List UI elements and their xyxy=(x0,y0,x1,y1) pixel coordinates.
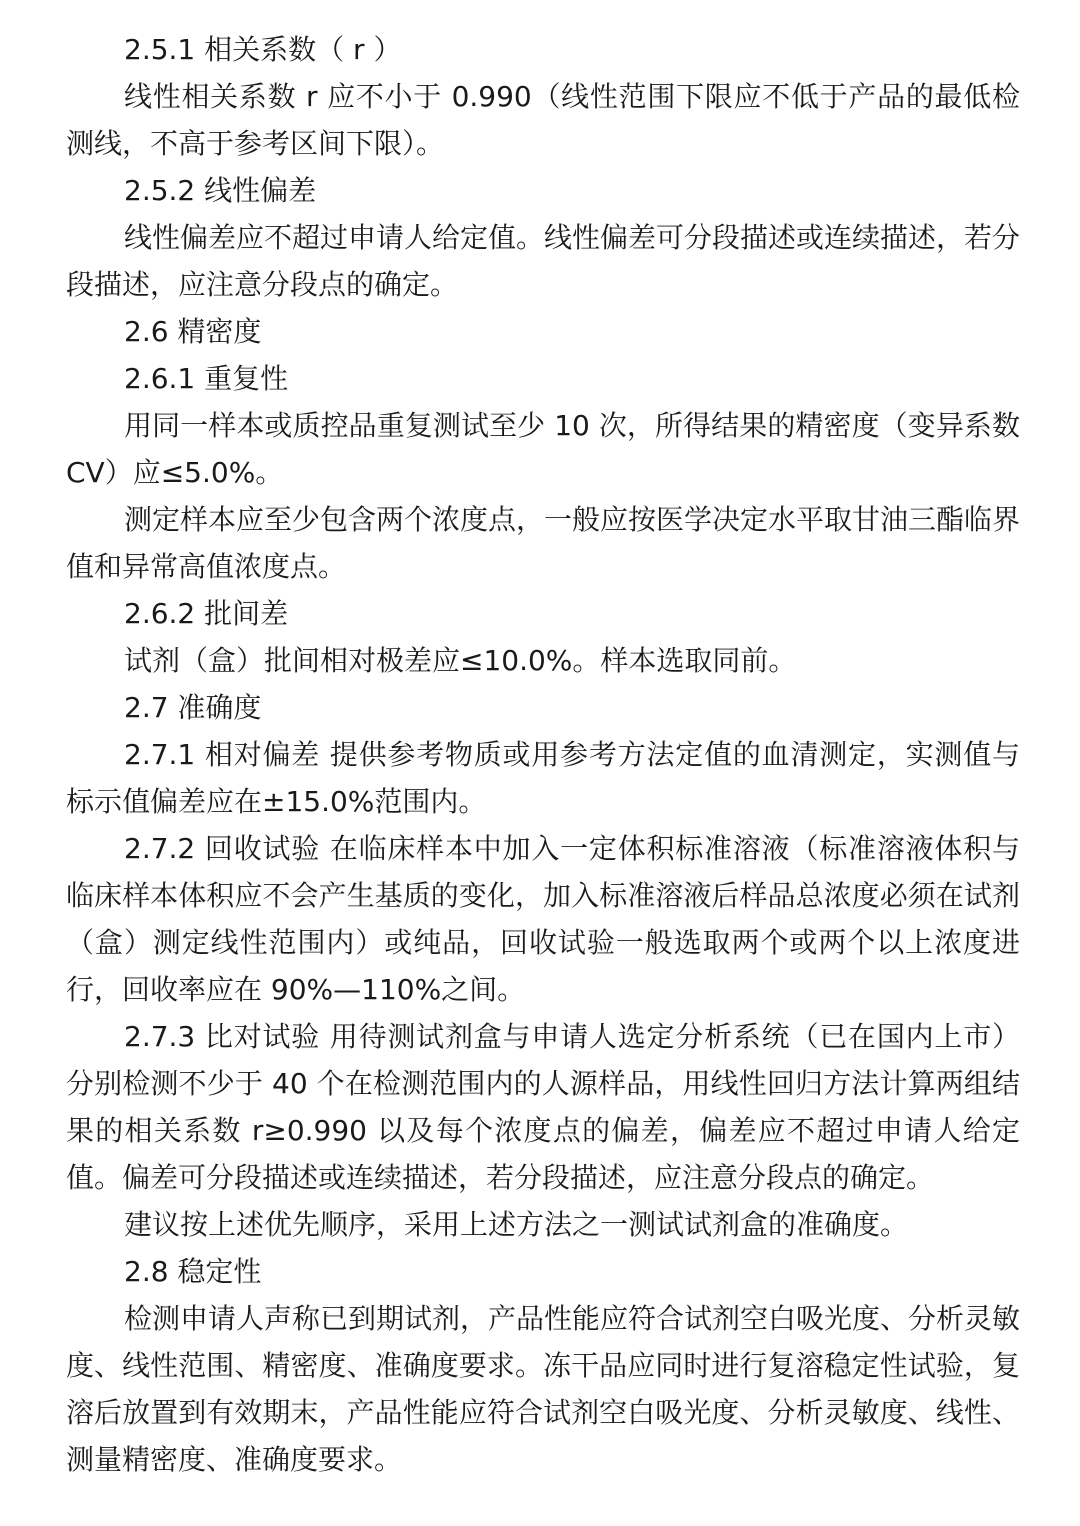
paragraph: 用同一样本或质控品重复测试至少 10 次，所得结果的精密度（变异系数 CV）应≤5.0%。 xyxy=(66,409,1020,489)
heading-2-5-1: 2.5.1 相关系数（ r ） xyxy=(124,33,402,66)
paragraph: 2.7.3 比对试验 用待测试剂盒与申请人选定分析系统（已在国内上市）分别检测不少于 40 个在检测范围内的人源样品，用线性回归方法计算两组结果的相关系数 r≥0.990 以及每个浓度点的偏差，偏差应不超过申请人给定值。偏差可分段描述或连续描述，若分段描述，应注意分段点的确定。 xyxy=(66,1020,1020,1194)
paragraph: 2.7.1 相对偏差 提供参考物质或用参考方法定值的血清测定，实测值与标示值偏差应在±15.0%范围内。 xyxy=(66,738,1020,818)
paragraph: 测定样本应至少包含两个浓度点，一般应按医学决定水平取甘油三酯临界值和异常高值浓度点。 xyxy=(66,503,1021,583)
paragraph: 2.7.2 回收试验 在临床样本中加入一定体积标准溶液（标准溶液体积与临床样本体积应不会产生基质的变化，加入标准溶液后样品总浓度必须在试剂（盒）测定线性范围内）或纯品，回收试验一般选取两个或两个以上浓度进行，回收率应在 90%—110%之间。 xyxy=(66,832,1020,1006)
paragraph: 线性相关系数 r 应不小于 0.990（线性范围下限应不低于产品的最低检测线，不高于参考区间下限）。 xyxy=(66,80,1020,160)
paragraph: 线性偏差应不超过申请人给定值。线性偏差可分段描述或连续描述，若分段描述，应注意分段点的确定。 xyxy=(66,221,1021,301)
heading-2-6-2: 2.6.2 批间差 xyxy=(124,597,289,630)
heading-2-5-2: 2.5.2 线性偏差 xyxy=(124,174,317,207)
paragraph: 建议按上述优先顺序，采用上述方法之一测试试剂盒的准确度。 xyxy=(124,1208,909,1241)
paragraph: 试剂（盒）批间相对极差应≤10.0%。样本选取同前。 xyxy=(124,644,797,677)
heading-2-6: 2.6 精密度 xyxy=(124,315,262,348)
heading-2-6-1: 2.6.1 重复性 xyxy=(124,362,289,395)
heading-2-7: 2.7 准确度 xyxy=(124,691,262,724)
heading-2-8: 2.8 稳定性 xyxy=(124,1255,262,1288)
paragraph: 检测申请人声称已到期试剂，产品性能应符合试剂空白吸光度、分析灵敏度、线性范围、精密度、准确度要求。冻干品应同时进行复溶稳定性试验，复溶后放置到有效期末，产品性能应符合试剂空白吸光度、分析灵敏度、线性、测量精密度、准确度要求。 xyxy=(66,1302,1021,1476)
